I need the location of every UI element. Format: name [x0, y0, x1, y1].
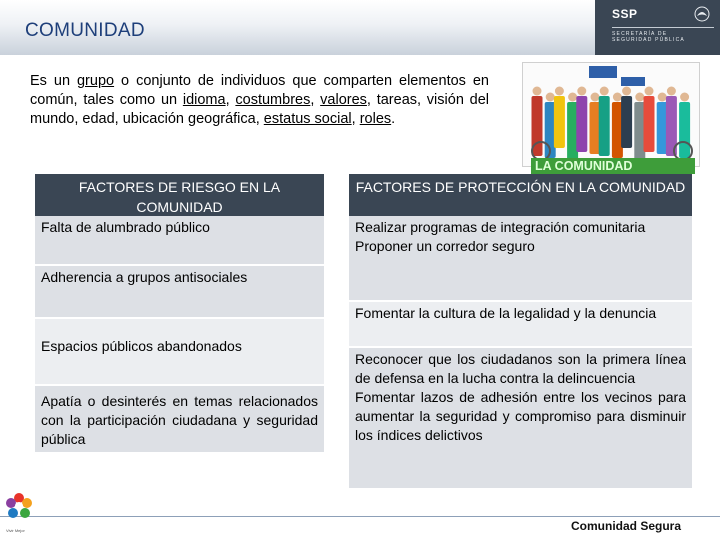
- risk-factors-header: FACTORES DE RIESGO EN LA COMUNIDAD: [35, 174, 324, 216]
- intro-link-term[interactable]: idioma: [182, 92, 226, 108]
- protection-factors-table: [349, 174, 692, 490]
- intro-paragraph: [30, 72, 489, 129]
- person-head: [546, 93, 555, 102]
- intro-link-term[interactable]: estatus social: [263, 111, 352, 127]
- person-head: [680, 93, 689, 102]
- footer-divider: [0, 516, 720, 517]
- risk-item: Espacios públicos abandonados: [35, 319, 324, 386]
- person-body: [599, 96, 610, 156]
- protection-factors-header: FACTORES DE PROTECCIÓN EN LA COMUNIDAD: [349, 174, 692, 216]
- person-head: [555, 87, 564, 96]
- person-head: [591, 93, 600, 102]
- community-photo: [522, 62, 700, 167]
- person-head: [635, 93, 644, 102]
- page-title: COMUNIDAD: [25, 20, 145, 41]
- person-body: [679, 102, 690, 158]
- person-body: [621, 96, 632, 148]
- intro-link-term[interactable]: roles: [359, 111, 392, 127]
- intro-text: o conjunto de individuos que comparten elementos en común, tales como un: [30, 73, 489, 108]
- ssp-logo-text: SSP: [612, 7, 638, 21]
- intro-text: ,: [351, 111, 360, 127]
- intro-link-term[interactable]: costumbres: [235, 92, 311, 108]
- person-head: [645, 87, 654, 96]
- person-head: [600, 87, 609, 96]
- person-head: [568, 93, 577, 102]
- person-head: [577, 87, 586, 96]
- protection-item: Reconocer que los ciudadanos son la primera línea de defensa en la lucha contra la delincuencia Fomentar lazos de adhesión entre los vecinos para aumentar la seguridad y compromiso para disminuir los índices delictivos: [349, 348, 692, 490]
- intro-text: ,: [225, 92, 236, 108]
- vivir-mejor-logo-icon: [5, 492, 33, 520]
- person-head: [613, 93, 622, 102]
- community-illustration: [523, 63, 699, 166]
- person-head: [667, 87, 676, 96]
- risk-item: Adherencia a grupos antisociales: [35, 266, 324, 319]
- footer-brand: Comunidad Segura: [571, 519, 682, 533]
- risk-item: Falta de alumbrado público: [35, 216, 324, 266]
- intro-text: , tareas, visión del mundo, edad, ubicación geográfica,: [30, 92, 489, 127]
- risk-factors-table: [35, 174, 324, 454]
- intro-link-term[interactable]: grupo: [76, 73, 115, 89]
- person-body: [554, 96, 565, 148]
- intro-text: .: [391, 111, 396, 127]
- person-body: [576, 96, 587, 152]
- person-body: [644, 96, 655, 152]
- photo-caption: LA COMUNIDAD: [531, 158, 695, 174]
- eagle-emblem-icon: [690, 5, 714, 23]
- intro-text: Es un: [30, 73, 77, 89]
- vivir-mejor-label: Vivir Mejor: [6, 528, 25, 533]
- protection-item: Realizar programas de integración comunitaria Proponer un corredor seguro: [349, 216, 692, 302]
- logo-divider: [612, 27, 714, 28]
- person-head: [658, 93, 667, 102]
- intro-link-term[interactable]: valores: [320, 92, 367, 108]
- ssp-logo-subtext: SECRETARÍA DE SEGURIDAD PÚBLICA: [612, 31, 685, 43]
- person-head: [533, 87, 542, 96]
- risk-item: Apatía o desinterés en temas relacionados con la participación ciudadana y seguridad pública: [35, 386, 324, 454]
- intro-text: ,: [310, 92, 321, 108]
- person-head: [622, 87, 631, 96]
- protection-item: Fomentar la cultura de la legalidad y la denuncia: [349, 302, 692, 348]
